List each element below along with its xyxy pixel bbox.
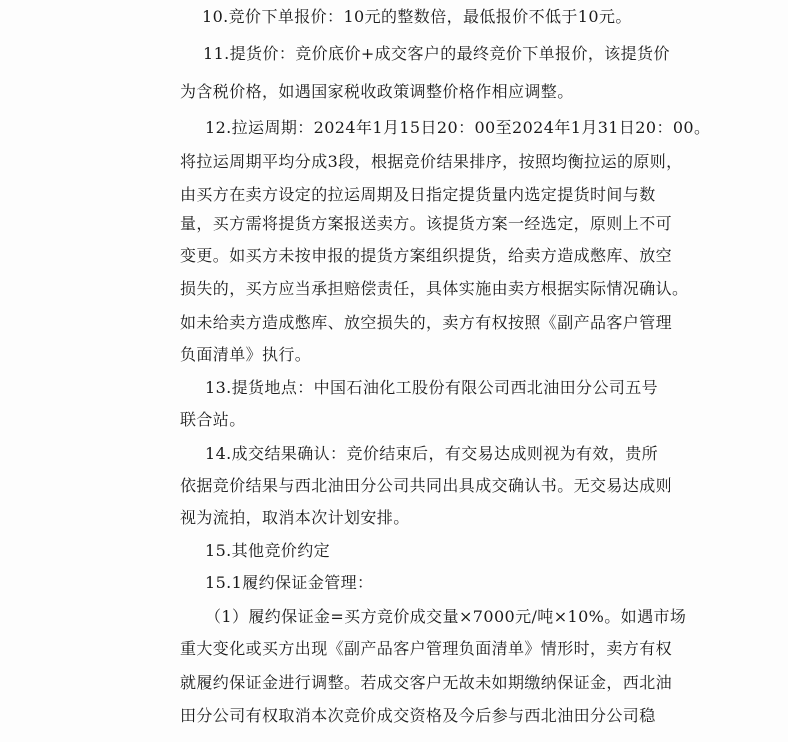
text-line: 依据竞价结果与西北油田分公司共同出具成交确认书。无交易达成则 [180, 476, 673, 495]
text-line: 变更。如买方未按申报的提货方案组织提货，给卖方造成憋库、放空 [180, 246, 673, 265]
text-line: （1）履约保证金=买方竞价成交量×7000元/吨×10%。如遇市场 [205, 607, 687, 626]
text-line: 11.提货价：竞价底价+成交客户的最终竞价下单报价，该提货价 [203, 44, 670, 63]
text-line: 田分公司有权取消本次竞价成交资格及今后参与西北油田分公司稳 [180, 706, 656, 725]
text-line: 14.成交结果确认：竞价结束后，有交易达成则视为有效，贵所 [205, 444, 659, 463]
text-line: 将拉运周期平均分成3段，根据竞价结果排序，按照均衡拉运的原则， [180, 152, 683, 171]
text-line: 负面清单》执行。 [180, 345, 312, 364]
text-line: 12.拉运周期：2024年1月15日20：00至2024年1月31日20：00。 [205, 118, 711, 137]
text-line: 视为流拍，取消本次计划安排。 [180, 508, 410, 527]
text-line: 量，买方需将提货方案报送卖方。该提货方案一经选定，原则上不可 [180, 214, 673, 233]
text-line: 联合站。 [180, 410, 246, 429]
text-line: 13.提货地点：中国石油化工股份有限公司西北油田分公司五号 [205, 378, 659, 397]
text-line: 15.其他竞价约定 [205, 541, 331, 560]
text-line: 为含税价格，如遇国家税收政策调整价格作相应调整。 [180, 82, 574, 101]
text-line: 重大变化或买方出现《副产品客户管理负面清单》情形时，卖方有权 [180, 639, 673, 658]
text-line: 10.竞价下单报价：10元的整数倍，最低报价不低于10元。 [202, 7, 632, 26]
text-line: 就履约保证金进行调整。若成交客户无故未如期缴纳保证金，西北油 [180, 673, 673, 692]
text-line: 损失的，买方应当承担赔偿责任，具体实施由卖方根据实际情况确认。 [180, 279, 689, 298]
text-line: 由买方在卖方设定的拉运周期及日指定提货量内选定提货时间与数 [180, 185, 656, 204]
text-line: 如未给卖方造成憋库、放空损失的，卖方有权按照《副产品客户管理 [180, 313, 673, 332]
text-line: 15.1履约保证金管理： [205, 573, 374, 592]
